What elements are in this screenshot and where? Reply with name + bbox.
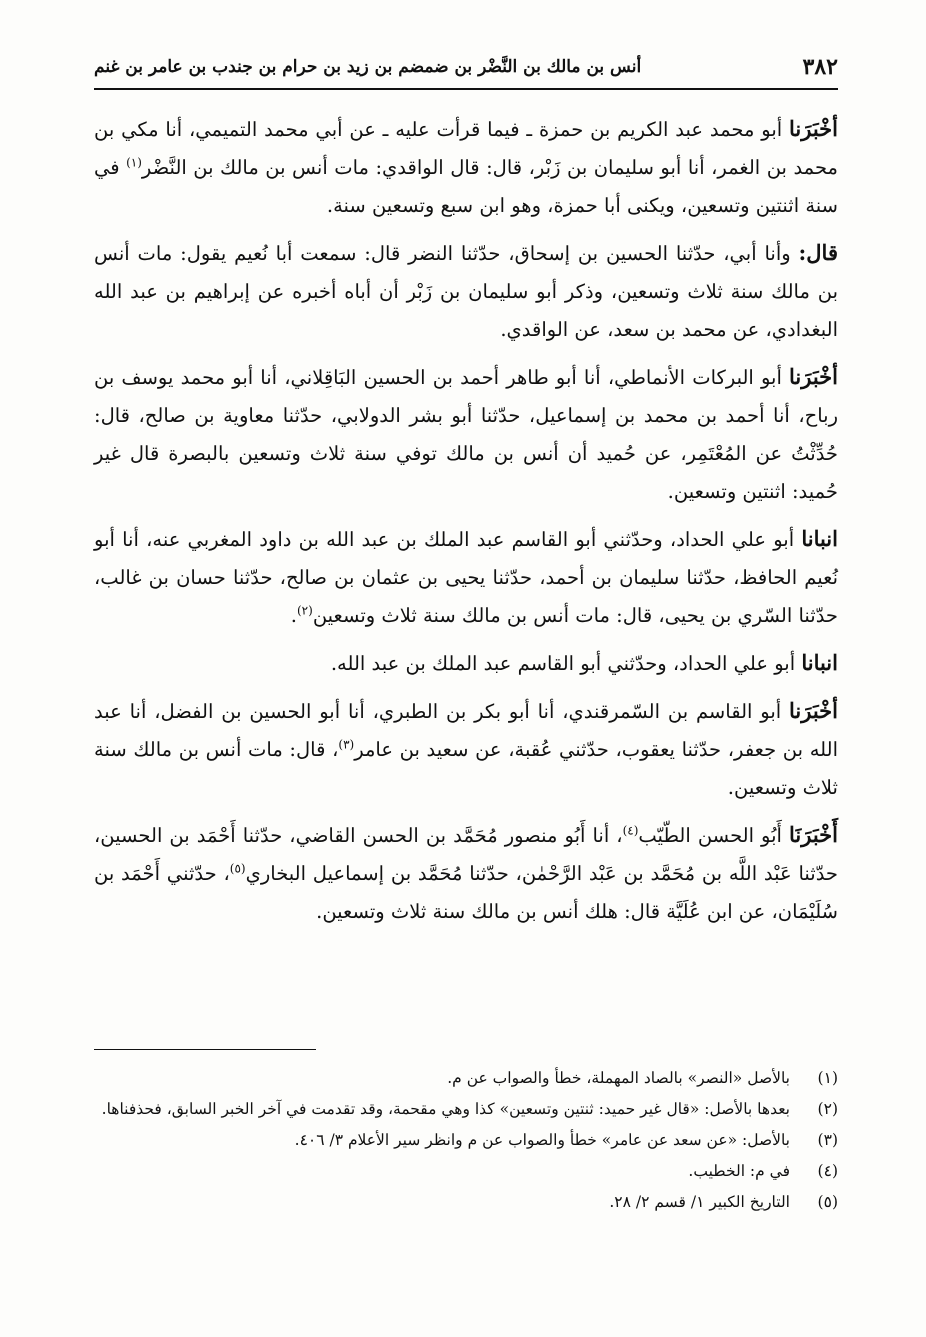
footnote-marker: (٢) — [296, 603, 313, 618]
paragraph-text: في سنة اثنتين وتسعين، ويكنى أبا حمزة، وهو ابن سبع وتسعين سنة. — [94, 156, 838, 217]
footnote-text: بالأصل «النصر» بالصاد المهملة، خطأ والصواب عن م. — [447, 1069, 790, 1087]
footnote-text: بالأصل: «عن سعد عن عامر» خطأ والصواب عن م وانظر سير الأعلام ٣/ ٤٠٦. — [294, 1131, 790, 1149]
footnote-number: (٣) — [817, 1131, 838, 1149]
footnote-number: (٤) — [817, 1162, 838, 1180]
footnote — [94, 1064, 838, 1093]
footnote — [94, 1188, 838, 1217]
header-rule — [94, 88, 838, 90]
paragraph-text: ، حدّثني أَحْمَد بن سُلَيْمَان، عن ابن عُلَيَّة قال: هلك أنس بن مالك سنة ثلاث وتسعين. — [94, 862, 838, 923]
paragraph-lead: انبانا — [801, 526, 838, 551]
footnote-marker: (١) — [126, 155, 142, 170]
paragraph-2 — [94, 234, 838, 349]
running-header — [94, 46, 838, 88]
footnote-rule — [94, 1049, 316, 1050]
paragraph-text: أبو علي الحداد، وحدّثني أبو القاسم عبد الملك بن عبد الله بن داود المغربي عنه، أنا أبو نُعيم الحافظ، حدّثنا سليمان بن أحمد، حدّثنا يحيى بن عثمان بن صالح، حدّثنا حسان بن غالب، حدّثنا السّري بن يحيى، قال: مات أنس بن مالك سنة ثلاث وتسعين — [94, 528, 838, 627]
paragraph-lead: أخْبَرَنا — [789, 698, 838, 723]
footnote — [94, 1157, 838, 1186]
footnote-text: التاريخ الكبير ١/ قسم ٢/ ٢٨. — [609, 1193, 790, 1211]
paragraph-text: أبو علي الحداد، وحدّثني أبو القاسم عبد الملك بن عبد الله. — [330, 652, 802, 675]
footnote-text: في م: الخطيب. — [688, 1162, 790, 1180]
main-text — [94, 110, 838, 940]
paragraph-text: ، قال: مات أنس بن مالك سنة ثلاث وتسعين. — [94, 738, 838, 799]
paragraph-3 — [94, 358, 838, 511]
footnote-marker: (٤) — [622, 823, 639, 838]
footnote — [94, 1126, 838, 1155]
paragraph-6 — [94, 692, 838, 807]
paragraph-text: أَبُو الحسن الطّيّب — [638, 824, 790, 847]
running-title: أنس بن مالك بن النَّضْر بن ضمضم بن زيد بن حرام بن جندب بن عامر بن غنم — [94, 57, 642, 77]
paragraph-text: . — [290, 604, 297, 627]
paragraph-lead: انبانا — [801, 650, 838, 675]
footnotes — [94, 1064, 838, 1219]
paragraph-lead: أخْبَرَنا — [789, 116, 838, 141]
footnote-number: (٢) — [817, 1100, 838, 1118]
footnote — [94, 1095, 838, 1124]
paragraph-text: أبو البركات الأنماطي، أنا أبو طاهر أحمد بن الحسين البَاقِلاني، أنا أبو محمد يوسف بن رباح، أنا أحمد بن محمد بن إسماعيل، حدّثنا أبو بشر الدولابي، حدّثنا معاوية بن صالح، قال: حُدِّثْتُ عن المُعْتَمِر، عن حُميد أن أنس بن مالك توفي سنة ثلاث وتسعين بالبصرة قال غير حُميد: اثنتين وتسعين. — [94, 366, 838, 503]
paragraph-text: أبو القاسم بن السّمرقندي، أنا أبو بكر بن الطبري، أنا أبو الحسين بن الفضل، أنا عبد الله بن جعفر، حدّثنا يعقوب، حدّثني عُقبة، عن سعيد بن عامر — [94, 700, 838, 761]
paragraph-1 — [94, 110, 838, 225]
footnote-number: (١) — [817, 1069, 838, 1087]
paragraph-text: وأنا أبي، حدّثنا الحسين بن إسحاق، حدّثنا النضر قال: سمعت أبا نُعيم يقول: مات أنس بن مالك سنة ثلاث وتسعين، وذكر أبو سليمان بن زَبْر أن أباه أخبره عن إبراهيم بن عبد الله البغدادي، عن محمد بن سعد، عن الواقدي. — [94, 242, 838, 341]
paragraph-text: أبو محمد عبد الكريم بن حمزة ـ فيما قرأت عليه ـ عن أبي محمد التميمي، أنا مكي بن محمد بن الغمر، أنا أبو سليمان بن زَبْر، قال: قال الواقدي: مات أنس بن مالك بن النَّضْر — [94, 118, 838, 179]
paragraph-lead: قال: — [798, 240, 838, 265]
paragraph-4 — [94, 520, 838, 635]
paragraph-lead: أَخْبَرَنَا — [789, 822, 838, 847]
paragraph-lead: أخْبَرَنا — [789, 364, 838, 389]
footnote-text: بعدها بالأصل: «قال غير حميد: ثنتين وتسعين» كذا وهي مقحمة، وقد تقدمت في آخر الخبر السابق، فحذفناها. — [101, 1100, 790, 1118]
paragraph-text: ، أنا أَبُو منصور مُحَمَّد بن الحسن القاضي، حدّثنا أَحْمَد بن الحسين، حدّثنا عَبْد اللَّه بن مُحَمَّد بن عَبْد الرَّحْمٰن، حدّثنا مُحَمَّد بن إسماعيل البخاري — [94, 824, 838, 885]
page-number: ٣٨٢ — [802, 54, 838, 80]
paragraph-5 — [94, 644, 838, 683]
paragraph-7 — [94, 816, 838, 931]
footnote-marker: (٥) — [229, 861, 246, 876]
footnote-marker: (٣) — [338, 737, 355, 752]
footnote-number: (٥) — [817, 1193, 838, 1211]
